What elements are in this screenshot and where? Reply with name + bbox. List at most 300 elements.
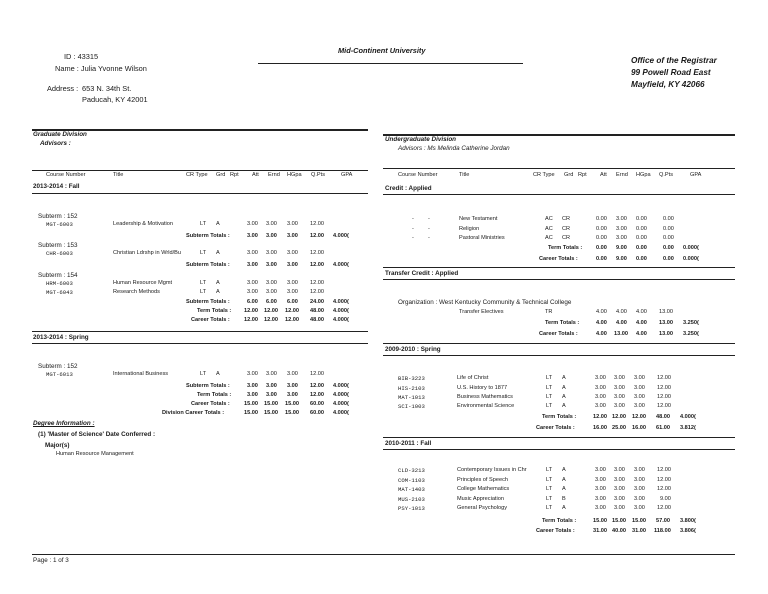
table-cell: 3.00: [266, 233, 277, 239]
table-cell: -: [412, 216, 414, 222]
table-cell: SCI-1003: [398, 403, 425, 410]
table-cell: 12.00: [657, 505, 671, 511]
table-row: [0, 505, 768, 514]
table-cell: 3.00: [614, 496, 625, 502]
table-cell: 4.00: [596, 309, 607, 315]
table-cell: 15.00: [285, 401, 299, 407]
grad-spring-term: 2013-2014 : Spring: [33, 334, 89, 341]
table-cell: 3.00: [247, 383, 258, 389]
grad-fall-rule: [32, 193, 368, 194]
table-cell: 3.00: [634, 403, 645, 409]
ug-division-title: Undergraduate Division: [385, 136, 457, 143]
table-cell: 9.00: [616, 245, 627, 251]
table-cell: U.S. History to 1877: [457, 385, 508, 391]
table-cell: 0.00: [596, 216, 607, 222]
table-cell: 3.00: [614, 385, 625, 391]
table-cell: 16.00: [632, 425, 646, 431]
table-cell: 0.00: [663, 235, 674, 241]
table-cell: 13.00: [659, 320, 673, 326]
table-cell: 0.00: [636, 216, 647, 222]
ug-fall-rule-top: [383, 437, 735, 438]
table-cell: A: [216, 280, 220, 286]
table-cell: 0.00: [663, 226, 674, 232]
table-cell: LT: [546, 505, 553, 511]
col-rpt: Rpt: [578, 172, 587, 178]
col-att: Att: [252, 172, 259, 178]
table-cell: 3.00: [614, 403, 625, 409]
ug-credit-rule: [383, 194, 735, 195]
col-ernd: Ernd: [268, 172, 280, 178]
table-cell: New Testament: [459, 216, 498, 222]
table-cell: Pastoral Ministries: [459, 235, 505, 241]
table-cell: 4.000(: [680, 414, 696, 420]
table-cell: 13.00: [659, 309, 673, 315]
table-cell: 4.000(: [333, 233, 349, 239]
table-cell: -: [428, 235, 430, 241]
table-cell: A: [216, 371, 220, 377]
table-cell: 4.00: [636, 320, 647, 326]
table-cell: 15.00: [632, 518, 646, 524]
name-value: Julia Yvonne Wilson: [80, 64, 147, 73]
table-cell: LT: [546, 486, 553, 492]
table-cell: 3.00: [634, 467, 645, 473]
table-cell: 3.00: [595, 375, 606, 381]
table-cell: Research Methods: [113, 289, 160, 295]
table-cell: 12.00: [657, 385, 671, 391]
ug-spring-term: 2009-2010 : Spring: [385, 346, 441, 353]
table-cell: B: [562, 496, 566, 502]
table-cell: 12.00: [310, 221, 324, 227]
table-row: [0, 486, 768, 495]
table-cell: 0.00: [596, 256, 607, 262]
table-cell: AC: [545, 235, 553, 241]
table-cell: 6.00: [266, 299, 277, 305]
term-totals-row: [0, 414, 768, 423]
table-cell: Term Totals :: [545, 320, 580, 326]
table-cell: 3.00: [287, 221, 298, 227]
table-cell: 3.00: [266, 392, 277, 398]
career-totals-row: [0, 331, 768, 340]
grad-advisors: Advisors :: [40, 140, 71, 147]
table-cell: 3.00: [287, 262, 298, 268]
table-cell: 12.00: [657, 394, 671, 400]
table-cell: 3.00: [287, 233, 298, 239]
grad-fall-term: 2013-2014 : Fall: [33, 183, 80, 190]
table-cell: 3.00: [634, 496, 645, 502]
table-cell: 15.00: [612, 518, 626, 524]
table-cell: CHR-6003: [46, 250, 73, 257]
career-totals-row: [0, 528, 768, 537]
ug-transfer-rule: [383, 279, 735, 280]
table-cell: 12.00: [310, 233, 324, 239]
col-gpa: GPA: [690, 172, 702, 178]
table-cell: 3.00: [595, 467, 606, 473]
table-cell: CR: [562, 226, 571, 232]
table-cell: 4.000(: [333, 401, 349, 407]
student-id: [64, 52, 98, 61]
table-cell: 3.00: [247, 289, 258, 295]
degree-information-heading: Degree Information :: [33, 420, 95, 427]
table-cell: Contemporary Issues in Chr: [457, 467, 527, 473]
table-cell: General Psychology: [457, 505, 508, 511]
table-cell: Career Totals :: [539, 256, 578, 262]
table-cell: 3.00: [634, 394, 645, 400]
table-cell: Career Totals :: [536, 425, 575, 431]
table-cell: MGT-6003: [46, 221, 73, 228]
table-cell: MGT-6013: [46, 371, 73, 378]
table-cell: 3.00: [287, 392, 298, 398]
col-cr-type: CR Type: [533, 172, 555, 178]
table-cell: 3.00: [595, 385, 606, 391]
table-cell: COM-1103: [398, 477, 425, 484]
table-cell: 12.00: [657, 375, 671, 381]
table-cell: A: [562, 467, 566, 473]
table-cell: A: [562, 486, 566, 492]
table-cell: 12.00: [310, 280, 324, 286]
table-cell: 3.00: [634, 375, 645, 381]
table-cell: 12.00: [244, 308, 258, 314]
table-row: [0, 467, 768, 476]
table-cell: 3.800(: [680, 518, 696, 524]
table-cell: 12.00: [310, 289, 324, 295]
col-course-number: Course Number: [46, 172, 86, 178]
table-cell: LT: [546, 467, 553, 473]
table-cell: 12.00: [657, 467, 671, 473]
table-cell: 12.00: [244, 317, 258, 323]
table-cell: A: [562, 403, 566, 409]
table-cell: TR: [545, 309, 553, 315]
table-cell: LT: [546, 477, 553, 483]
table-cell: 12.00: [657, 477, 671, 483]
table-cell: 3.00: [634, 486, 645, 492]
table-cell: 3.00: [595, 486, 606, 492]
degree-line: (1) 'Master of Science' Date Conferred :: [38, 431, 156, 438]
id-label: ID :: [64, 52, 76, 61]
table-cell: 3.00: [266, 262, 277, 268]
table-cell: 6.00: [247, 299, 258, 305]
table-cell: 3.00: [247, 280, 258, 286]
col-grd: Grd: [564, 172, 574, 178]
table-cell: 3.00: [616, 226, 627, 232]
table-cell: LT: [546, 403, 553, 409]
table-cell: 15.00: [244, 401, 258, 407]
table-cell: 3.00: [614, 467, 625, 473]
table-cell: Subterm Totals :: [186, 383, 230, 389]
table-row: [0, 226, 768, 235]
table-cell: College Mathematics: [457, 486, 510, 492]
table-cell: 0.00: [636, 226, 647, 232]
table-cell: Subterm Totals :: [186, 299, 230, 305]
address-line2: Paducah, KY 42001: [82, 95, 148, 104]
table-cell: 3.00: [247, 371, 258, 377]
table-row: [0, 394, 768, 403]
ug-transfer-rule-top: [383, 267, 735, 268]
table-cell: 3.00: [266, 371, 277, 377]
term-totals-row: [0, 245, 768, 254]
table-cell: 4.00: [616, 320, 627, 326]
table-row: [0, 309, 768, 318]
table-cell: 12.00: [310, 262, 324, 268]
table-cell: 4.00: [636, 331, 647, 337]
table-cell: 48.00: [310, 317, 324, 323]
table-cell: 4.000(: [333, 383, 349, 389]
table-cell: CLD-3213: [398, 467, 425, 474]
name-label: Name :: [55, 64, 79, 73]
table-cell: 3.00: [247, 250, 258, 256]
col-qpts: Q.Pts: [659, 172, 673, 178]
table-cell: Division Career Totals :: [162, 410, 225, 416]
table-cell: 3.00: [247, 392, 258, 398]
table-cell: LT: [546, 385, 553, 391]
ug-spring-rule-top: [383, 343, 735, 344]
table-cell: 6.00: [287, 299, 298, 305]
table-cell: 3.00: [266, 383, 277, 389]
col-title: Title: [113, 172, 124, 178]
table-cell: A: [562, 394, 566, 400]
table-cell: A: [216, 289, 220, 295]
table-cell: 3.00: [634, 505, 645, 511]
table-cell: 3.00: [634, 385, 645, 391]
table-cell: LT: [200, 289, 207, 295]
table-cell: 60.00: [310, 401, 324, 407]
table-cell: Transfer Electives: [459, 309, 504, 315]
table-cell: A: [216, 250, 220, 256]
table-cell: 12.00: [285, 308, 299, 314]
student-name: [55, 64, 147, 73]
table-cell: Career Totals :: [191, 317, 230, 323]
footer-rule: [32, 554, 735, 555]
table-cell: 57.00: [656, 518, 670, 524]
table-cell: 3.812(: [680, 425, 696, 431]
table-cell: A: [562, 375, 566, 381]
major-value: Human Resource Management: [56, 451, 134, 457]
table-cell: 3.00: [266, 280, 277, 286]
table-cell: A: [562, 385, 566, 391]
table-cell: -: [412, 235, 414, 241]
col-rpt: Rpt: [230, 172, 239, 178]
table-cell: 12.00: [264, 308, 278, 314]
table-cell: 9.00: [660, 496, 671, 502]
table-cell: LT: [200, 280, 207, 286]
subterm-label: Subterm : 152: [38, 363, 78, 370]
table-cell: 24.00: [310, 299, 324, 305]
ug-credit-applied: Credit : Applied: [385, 185, 432, 192]
table-cell: 0.00: [636, 235, 647, 241]
table-cell: CR: [562, 235, 571, 241]
table-cell: 12.00: [310, 383, 324, 389]
ug-fall-term: 2010-2011 : Fall: [385, 440, 432, 447]
table-cell: A: [562, 505, 566, 511]
table-row: [0, 216, 768, 225]
table-cell: 3.00: [247, 221, 258, 227]
table-cell: 61.00: [656, 425, 670, 431]
table-cell: MGT-6043: [46, 289, 73, 296]
col-gpa: GPA: [341, 172, 353, 178]
table-cell: Life of Christ: [457, 375, 489, 381]
table-row: [0, 289, 380, 298]
table-cell: 48.00: [310, 308, 324, 314]
table-cell: Business Mathematics: [457, 394, 513, 400]
subterm-totals-row: [0, 299, 380, 308]
grad-col-rule: [32, 170, 368, 171]
table-cell: Human Resource Mgmt: [113, 280, 173, 286]
table-row: [0, 477, 768, 486]
table-cell: 3.00: [614, 375, 625, 381]
table-cell: 13.00: [659, 331, 673, 337]
table-row: [0, 403, 768, 412]
table-cell: 15.00: [244, 410, 258, 416]
table-cell: AC: [545, 226, 553, 232]
table-cell: 12.00: [285, 317, 299, 323]
table-cell: 3.00: [266, 289, 277, 295]
table-cell: Subterm Totals :: [186, 233, 230, 239]
table-cell: Subterm Totals :: [186, 262, 230, 268]
table-cell: International Business: [113, 371, 169, 377]
table-cell: 12.00: [593, 414, 607, 420]
table-cell: 9.00: [616, 256, 627, 262]
table-cell: 12.00: [310, 371, 324, 377]
table-cell: 0.00: [596, 235, 607, 241]
table-cell: 3.00: [287, 250, 298, 256]
table-cell: 40.00: [612, 528, 626, 534]
table-cell: LT: [546, 496, 553, 502]
table-cell: -: [412, 226, 414, 232]
term-totals-row: [0, 320, 768, 329]
col-ernd: Ernd: [616, 172, 628, 178]
table-cell: 0.00: [663, 216, 674, 222]
table-cell: 3.00: [595, 505, 606, 511]
table-cell: 3.00: [634, 477, 645, 483]
office-line3: Mayfield, KY 42066: [631, 80, 705, 89]
table-cell: 3.00: [287, 383, 298, 389]
table-cell: 15.00: [593, 518, 607, 524]
table-cell: 3.00: [287, 280, 298, 286]
table-cell: Term Totals :: [542, 414, 577, 420]
table-cell: 118.00: [654, 528, 671, 534]
grad-spring-rule: [32, 343, 368, 344]
table-cell: 12.00: [264, 317, 278, 323]
col-title: Title: [459, 172, 470, 178]
grad-top-rule: [32, 129, 368, 131]
header-rule: [258, 63, 523, 64]
table-cell: 3.806(: [680, 528, 696, 534]
col-hgpa: HGpa: [636, 172, 651, 178]
table-cell: 15.00: [264, 401, 278, 407]
table-cell: 12.00: [657, 486, 671, 492]
table-cell: 3.00: [266, 221, 277, 227]
table-cell: MAT-1013: [398, 394, 425, 401]
table-cell: 4.000(: [333, 299, 349, 305]
table-cell: A: [562, 477, 566, 483]
table-cell: 4.000(: [333, 308, 349, 314]
table-cell: 16.00: [593, 425, 607, 431]
table-cell: Term Totals :: [542, 518, 577, 524]
term-totals-row: [0, 518, 768, 527]
table-cell: 3.250(: [683, 320, 699, 326]
table-cell: Term Totals :: [548, 245, 583, 251]
ug-transfer-applied: Transfer Credit : Applied: [385, 270, 459, 277]
address-label: Address :: [47, 84, 79, 93]
table-cell: 3.00: [614, 394, 625, 400]
subterm-label: Subterm : 153: [38, 242, 78, 249]
table-cell: 15.00: [285, 410, 299, 416]
table-cell: 25.00: [612, 425, 626, 431]
table-cell: 60.00: [310, 410, 324, 416]
table-cell: Term Totals :: [197, 308, 232, 314]
table-row: [0, 375, 768, 384]
office-line1: Office of the Registrar: [631, 56, 717, 65]
table-cell: LT: [546, 375, 553, 381]
table-cell: LT: [200, 221, 207, 227]
table-cell: AC: [545, 216, 553, 222]
table-cell: 0.00: [663, 245, 674, 251]
table-cell: LT: [546, 394, 553, 400]
col-course-number: Course Number: [398, 172, 438, 178]
table-cell: Music Appreciation: [457, 496, 504, 502]
table-cell: 3.00: [595, 477, 606, 483]
table-cell: 3.250(: [683, 331, 699, 337]
table-cell: LT: [200, 250, 207, 256]
table-cell: 31.00: [632, 528, 646, 534]
page-number: Page : 1 of 3: [33, 557, 69, 564]
table-cell: A: [216, 221, 220, 227]
table-cell: 3.00: [287, 289, 298, 295]
table-cell: 3.00: [614, 477, 625, 483]
subterm-label: Subterm : 152: [38, 213, 78, 220]
table-cell: 48.00: [656, 414, 670, 420]
table-cell: BIB-3223: [398, 375, 425, 382]
table-cell: 12.00: [612, 414, 626, 420]
id-value: 43315: [77, 52, 99, 61]
table-cell: 4.000(: [333, 317, 349, 323]
table-cell: 3.00: [287, 371, 298, 377]
table-cell: 3.00: [266, 250, 277, 256]
col-qpts: Q.Pts: [311, 172, 325, 178]
table-cell: 0.00: [663, 256, 674, 262]
table-cell: 12.00: [657, 403, 671, 409]
ug-fall-rule: [383, 449, 735, 450]
table-cell: 12.00: [310, 250, 324, 256]
table-cell: CR: [562, 216, 571, 222]
table-cell: 3.00: [614, 486, 625, 492]
table-row: [0, 235, 768, 244]
table-cell: Leadership & Motivation: [113, 221, 174, 227]
col-att: Att: [600, 172, 607, 178]
col-cr-type: CR Type: [186, 172, 208, 178]
office-line2: 99 Powell Road East: [631, 68, 711, 77]
table-cell: Career Totals :: [536, 528, 575, 534]
career-totals-row: [0, 425, 768, 434]
table-cell: 4.00: [596, 331, 607, 337]
table-cell: 13.00: [614, 331, 628, 337]
table-cell: 31.00: [593, 528, 607, 534]
table-cell: 0.00: [596, 226, 607, 232]
grad-division-title: Graduate Division: [33, 131, 87, 138]
table-cell: Religion: [459, 226, 480, 232]
table-cell: MAT-1403: [398, 486, 425, 493]
table-row: [0, 280, 380, 289]
table-cell: 3.00: [247, 233, 258, 239]
table-cell: 4.000(: [333, 410, 349, 416]
table-cell: PSY-1013: [398, 505, 425, 512]
university-name: Mid-Continent University: [338, 46, 426, 55]
table-cell: 0.00: [596, 245, 607, 251]
table-cell: 0.00: [636, 256, 647, 262]
table-cell: 0.000(: [683, 256, 699, 262]
table-cell: 3.00: [595, 394, 606, 400]
subterm-label: Subterm : 154: [38, 272, 78, 279]
table-cell: 3.00: [616, 235, 627, 241]
